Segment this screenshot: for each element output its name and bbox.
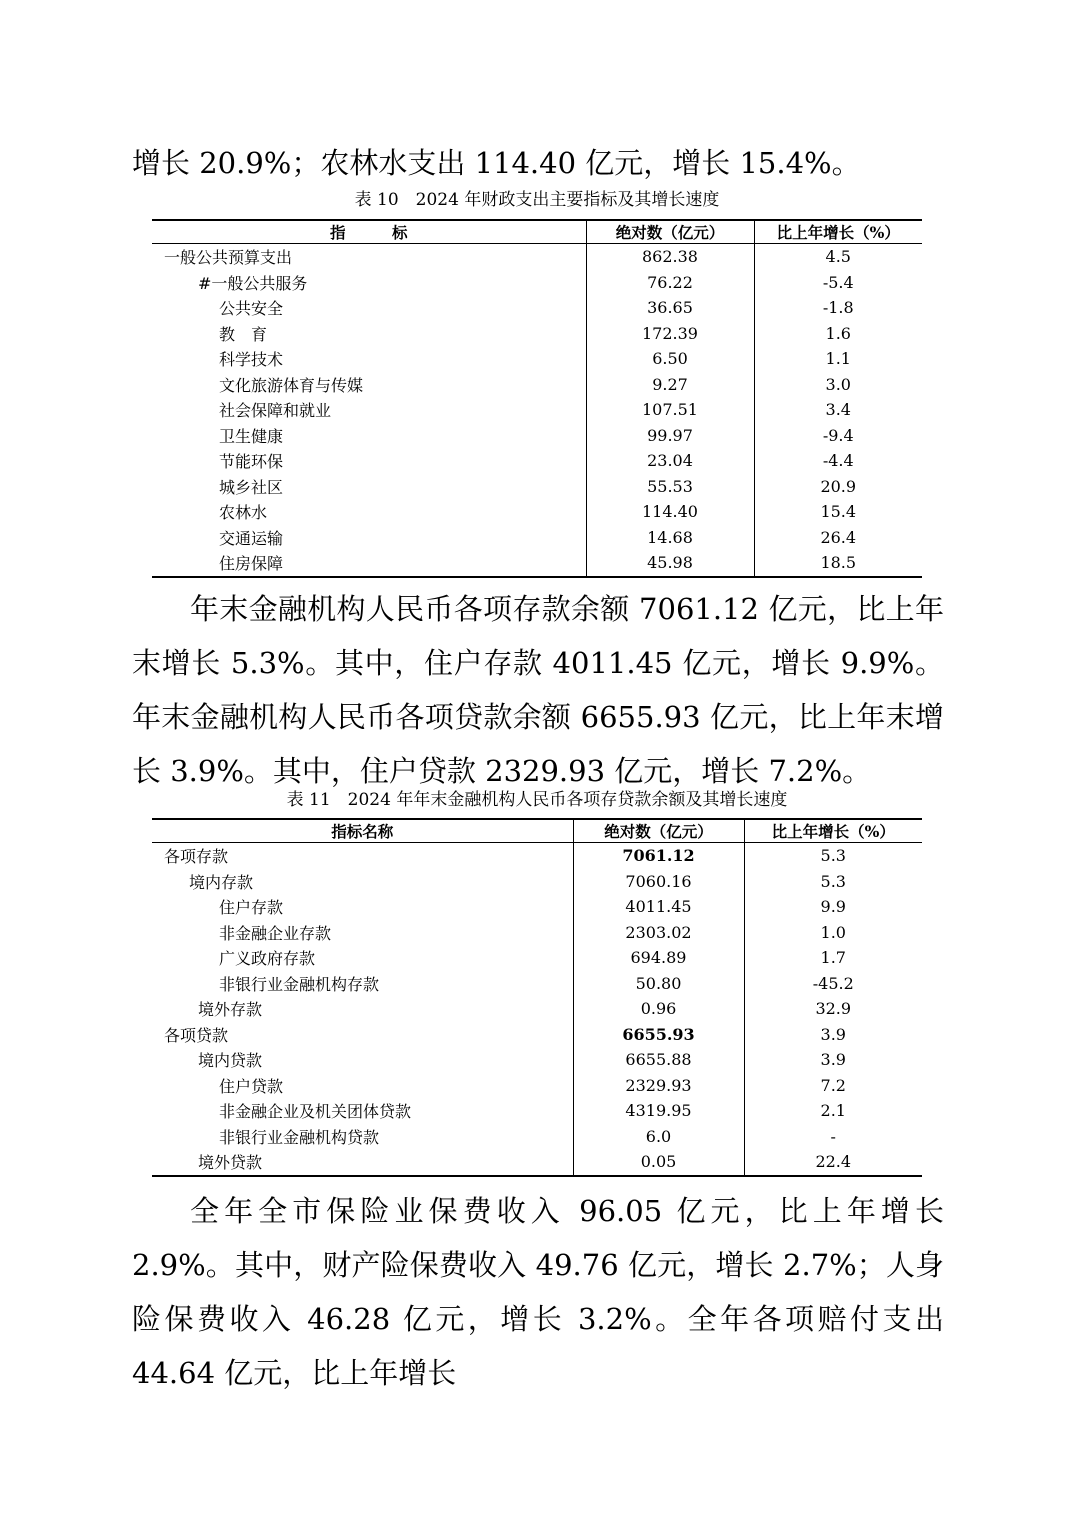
row-label: 非银行业金融机构存款	[152, 971, 573, 997]
table-header-row	[152, 819, 922, 843]
row-growth-rate: -	[830, 1126, 836, 1146]
row-growth-rate: 18.5	[754, 550, 922, 577]
row-absolute-value: 2329.93	[573, 1073, 744, 1099]
paragraph-fiscal-tail: 增长 20.9%；农林水支出 114.40 亿元，增长 15.4%。	[132, 146, 861, 180]
row-label: 非银行业金融机构贷款	[152, 1124, 573, 1150]
row-absolute-value: 6.0	[573, 1124, 744, 1150]
row-growth-rate: 1.0	[820, 922, 846, 942]
table-10-caption: 表 10 2024 年财政支出主要指标及其增长速度	[354, 190, 720, 210]
fiscal-expenditure-table	[152, 219, 922, 578]
row-growth-rate: 3.9	[820, 1050, 846, 1070]
row-growth-rate: 22.4	[744, 1149, 922, 1176]
row-absolute-value: 4319.95	[573, 1098, 744, 1124]
table-row	[152, 869, 922, 895]
table-row	[152, 1149, 922, 1176]
row-absolute-value: 99.97	[586, 423, 754, 449]
row-absolute-value: 7060.16	[573, 869, 744, 895]
table-row	[152, 346, 922, 372]
table-row	[152, 448, 922, 474]
table-row	[152, 894, 922, 920]
row-growth-rate: 1.6	[825, 323, 851, 343]
row-label: 卫生健康	[152, 423, 586, 449]
row-label: 科学技术	[152, 346, 586, 372]
row-growth-rate: 32.9	[815, 999, 852, 1019]
row-label: 境外存款	[152, 996, 573, 1022]
row-growth-rate: -9.4	[822, 425, 854, 445]
row-label: 境内存款	[152, 869, 573, 895]
row-label: 一般公共预算支出	[152, 244, 586, 270]
table-row	[152, 499, 922, 525]
paragraph-deposits-loans: 年末金融机构人民币各项存款余额 7061.12 亿元，比上年末增长 5.3%。其中，住户存款 4011.45 亿元，增长 9.9%。年末金融机构人民币各项贷款余额 6655.93 亿元，比上年末增长 3.9%。其中，住户贷款 2329.93 亿元，增长 7.2%。	[132, 592, 944, 788]
row-label: 非金融企业及机关团体贷款	[152, 1098, 573, 1124]
table-row	[152, 372, 922, 398]
row-growth-rate: -45.2	[812, 973, 854, 993]
row-growth-rate: 9.9	[820, 897, 846, 917]
row-growth-rate: 3.4	[825, 400, 851, 420]
row-absolute-value: 6.50	[586, 346, 754, 372]
row-growth-rate: 15.4	[820, 502, 857, 522]
table-row	[152, 397, 922, 423]
row-absolute-value: 55.53	[586, 474, 754, 500]
table-header-row	[152, 220, 922, 244]
row-absolute-value: 107.51	[586, 397, 754, 423]
row-absolute-value: 6655.88	[573, 1047, 744, 1073]
row-growth-rate: 3.9	[820, 1024, 846, 1044]
table-row	[152, 244, 922, 270]
column-header-indicator: 指 标	[152, 220, 586, 244]
column-header-indicator-name: 指标名称	[152, 819, 573, 843]
row-growth-rate: -5.4	[822, 272, 854, 292]
column-header-absolute: 绝对数（亿元）	[586, 220, 754, 244]
table-row	[152, 1124, 922, 1150]
row-absolute-value: 45.98	[586, 550, 754, 577]
row-growth-rate: 20.9	[820, 476, 857, 496]
row-absolute-value: 7061.12	[573, 843, 744, 869]
row-growth-rate: 5.3	[820, 846, 846, 866]
row-label: 交通运输	[152, 525, 586, 551]
table-row	[152, 1022, 922, 1048]
row-label: 境内贷款	[152, 1047, 573, 1073]
row-growth-rate: 1.7	[820, 948, 846, 968]
row-absolute-value: 14.68	[586, 525, 754, 551]
row-growth-rate: 1.1	[825, 349, 851, 369]
row-label: 公共安全	[152, 295, 586, 321]
row-growth-rate: 26.4	[820, 527, 857, 547]
table-row	[152, 474, 922, 500]
table-row	[152, 295, 922, 321]
row-label: 住房保障	[152, 550, 586, 577]
row-absolute-value: 0.05	[573, 1149, 744, 1176]
row-growth-rate: 4.5	[825, 247, 851, 267]
row-label: 境外贷款	[152, 1149, 573, 1176]
table-row	[152, 1047, 922, 1073]
table-row	[152, 550, 922, 577]
table-row	[152, 945, 922, 971]
row-growth-rate: 7.2	[820, 1075, 846, 1095]
column-header-absolute: 绝对数（亿元）	[573, 819, 744, 843]
row-growth-rate: -4.4	[822, 451, 854, 471]
table-row	[152, 920, 922, 946]
row-absolute-value: 0.96	[573, 996, 744, 1022]
row-label: 非金融企业存款	[152, 920, 573, 946]
row-growth-rate: -1.8	[822, 298, 854, 318]
row-label: 节能环保	[152, 448, 586, 474]
row-label: 各项存款	[152, 843, 573, 869]
column-header-growth: 比上年增长（%）	[744, 819, 922, 843]
table-row	[152, 971, 922, 997]
row-absolute-value: 9.27	[586, 372, 754, 398]
table-row	[152, 1073, 922, 1099]
paragraph-insurance: 全年全市保险业保费收入 96.05 亿元，比上年增长 2.9%。其中，财产险保费收入 49.76 亿元，增长 2.7%；人身险保费收入 46.28 亿元，增长 3.2%。全年各项赔付支出 44.64 亿元，比上年增长	[132, 1194, 944, 1390]
row-absolute-value: 23.04	[586, 448, 754, 474]
row-absolute-value: 2303.02	[573, 920, 744, 946]
row-absolute-value: 172.39	[586, 321, 754, 347]
row-absolute-value: 114.40	[586, 499, 754, 525]
row-label: 广义政府存款	[152, 945, 573, 971]
row-growth-rate: 3.0	[825, 374, 851, 394]
row-label: 各项贷款	[152, 1022, 573, 1048]
table-11-caption: 表 11 2024 年年末金融机构人民币各项存贷款余额及其增长速度	[286, 790, 788, 810]
table-row	[152, 270, 922, 296]
row-absolute-value: 694.89	[573, 945, 744, 971]
row-absolute-value: 36.65	[586, 295, 754, 321]
table-row	[152, 843, 922, 869]
row-label: 城乡社区	[152, 474, 586, 500]
row-absolute-value: 76.22	[586, 270, 754, 296]
row-label: #一般公共服务	[152, 270, 586, 296]
row-absolute-value: 4011.45	[573, 894, 744, 920]
row-growth-rate: 5.3	[820, 871, 846, 891]
table-row	[152, 321, 922, 347]
table-row	[152, 525, 922, 551]
row-label: 文化旅游体育与传媒	[152, 372, 586, 398]
table-row	[152, 1098, 922, 1124]
table-row	[152, 996, 922, 1022]
row-label: 住户存款	[152, 894, 573, 920]
row-absolute-value: 6655.93	[573, 1022, 744, 1048]
row-growth-rate: 2.1	[820, 1101, 846, 1121]
row-absolute-value: 50.80	[573, 971, 744, 997]
row-absolute-value: 862.38	[586, 244, 754, 270]
row-label: 住户贷款	[152, 1073, 573, 1099]
deposits-loans-table	[152, 818, 922, 1177]
column-header-growth: 比上年增长（%）	[754, 220, 922, 244]
row-label: 教 育	[152, 321, 586, 347]
table-row	[152, 423, 922, 449]
row-label: 农林水	[152, 499, 586, 525]
row-label: 社会保障和就业	[152, 397, 586, 423]
